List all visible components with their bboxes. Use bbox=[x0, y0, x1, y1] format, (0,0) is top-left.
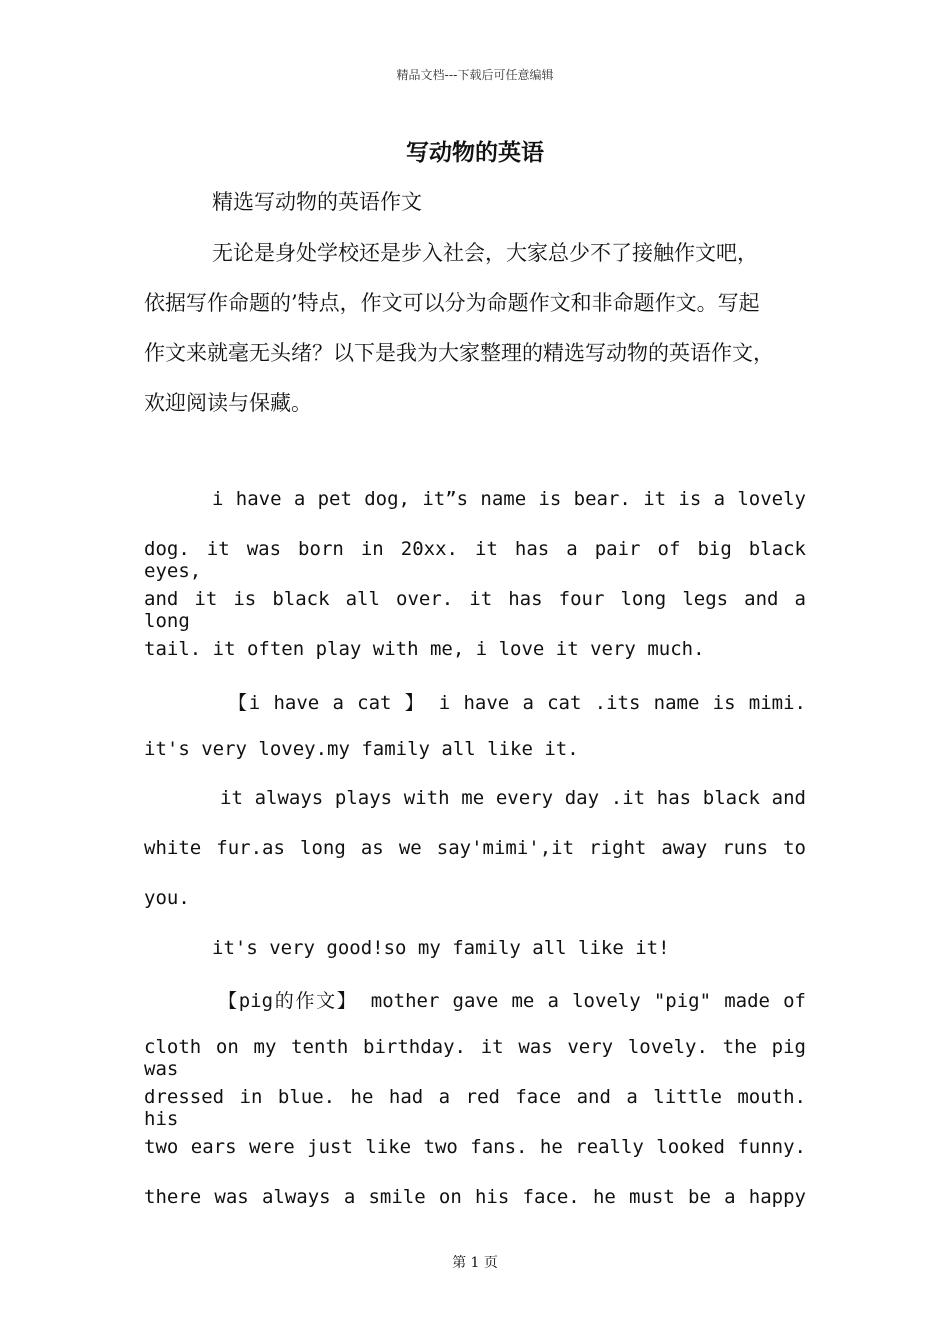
essay-line: white fur.as long as we say'mimi',it right away runs to bbox=[144, 837, 806, 859]
intro-line: 欢迎阅读与保藏。 bbox=[144, 391, 312, 415]
subtitle: 精选写动物的英语作文 bbox=[212, 190, 422, 214]
essay-line: two ears were just like two fans. he really looked funny. bbox=[144, 1136, 806, 1158]
intro-line: 无论是身处学校还是步入社会，大家总少不了接触作文吧， bbox=[212, 241, 758, 265]
essay-line: cloth on my tenth birthday. it was very lovely. the pig was bbox=[144, 1036, 806, 1080]
essay-line: tail. it often play with me, i love it very much. bbox=[144, 638, 705, 660]
essay-line: 【pig的作文】 mother gave me a lovely "pig" made of bbox=[218, 990, 806, 1012]
intro-line: 依据写作命题的’特点，作文可以分为命题作文和非命题作文。写起 bbox=[144, 291, 760, 315]
essay-line: and it is black all over. it has four long legs and a long bbox=[144, 588, 806, 632]
essay-line: dog. it was born in 20xx. it has a pair of big black eyes, bbox=[144, 538, 806, 582]
page-header: 精品文档---下载后可任意编辑 bbox=[396, 68, 554, 82]
essay-line: there was always a smile on his face. he must be a happy bbox=[144, 1186, 806, 1208]
intro-line: 作文来就毫无头绪？以下是我为大家整理的精选写动物的英语作文， bbox=[144, 341, 774, 365]
essay-line: it's very lovey.my family all like it. bbox=[144, 738, 579, 760]
essay-line: dressed in blue. he had a red face and a little mouth. his bbox=[144, 1086, 806, 1130]
essay-line: 【i have a cat 】 i have a cat .its name is mimi. bbox=[228, 692, 806, 714]
essay-line: it's very good!so my family all like it! bbox=[212, 937, 670, 959]
page-number: 第 1 页 bbox=[452, 1255, 498, 1271]
essay-line: it always plays with me every day .it has black and bbox=[220, 787, 806, 809]
essay-line: i have a pet dog, it”s name is bear. it is a lovely bbox=[212, 488, 806, 510]
essay-line: you. bbox=[144, 887, 190, 909]
document-title: 写动物的英语 bbox=[406, 139, 544, 166]
